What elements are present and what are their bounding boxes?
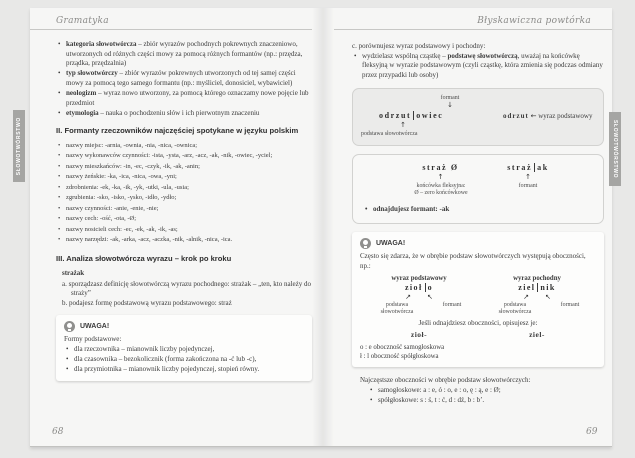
analysis-step-a: a. sporządzasz definicję słowotwórczą wyrazu pochodnego: strażak – „ten, kto należy do straży”: [62, 279, 311, 298]
flexion-ending-label: [381, 183, 501, 197]
base-label: podstawa słowotwórcza: [380, 301, 414, 315]
step-c-text-pre: wydzielasz wspólną cząstkę –: [362, 51, 448, 60]
base-word-column: [360, 274, 478, 316]
step-c-bullet: [352, 52, 604, 81]
list-item: • zgrubienia: -sko, -isko, -ysko, -idło, -ydło;: [56, 193, 312, 203]
right-page-content: [352, 42, 604, 406]
label-line: końcówka fleksyjna:: [416, 183, 466, 190]
word-base: ziel: [518, 283, 536, 293]
example-word: strażak: [62, 268, 85, 277]
formant-label: formant: [442, 301, 462, 308]
word-suffix: o: [425, 283, 433, 292]
column-header: wyraz podstawowy: [391, 274, 447, 282]
list-item: • nazwy czynności: -anie, -enie, -nie;: [56, 204, 312, 214]
formant-label: formant: [440, 95, 460, 102]
column-word: [360, 283, 478, 293]
diagram-box-word-parts: [352, 88, 604, 146]
page-number-left: 68: [52, 427, 64, 437]
list-item: • nazwy nosicieli cech: -ec, -ek, -ak, -ik, -as;: [56, 225, 312, 235]
arrow-up-icon: ↑: [525, 173, 531, 182]
word-suffix: nik: [537, 283, 555, 292]
list-item: • nazwy wykonawców czynności: -ista, -ysta, -arz, -acz, -ak, -nik, -owiec, -yciel;: [56, 151, 312, 161]
section-heading-3: III. Analiza słowotwórcza wyrazu – krok po kroku: [56, 254, 232, 264]
derived-word-column: [478, 274, 596, 316]
word-suffix: owiec: [413, 111, 443, 120]
list-item: • nazwy miejsc: -arnia, -ownia, -nia, -nica, -ownica;: [56, 141, 312, 151]
header-rule-right: [334, 29, 612, 30]
arrow-up-icon: ↑: [437, 173, 444, 182]
word-suffix: ak: [534, 163, 549, 172]
arrow-left-icon: ←: [530, 112, 537, 121]
list-item: • nazwy żeńskie: -ka, -ica, -nica, -owa, -yni;: [56, 172, 312, 182]
stems-row: [360, 330, 596, 340]
base-label: podstawa słowotwórcza: [498, 301, 532, 315]
arrow-up-left-icon: ↖: [545, 292, 551, 301]
page-gutter-shadow: [312, 8, 334, 446]
chapter-tab-right: [609, 112, 621, 186]
term-name: kategoria słowotwórcza: [66, 40, 137, 48]
term-item: [56, 89, 312, 108]
note-item: • dla przymiotnika – mianownik liczby pojedynczej, stopień równy.: [64, 365, 304, 375]
arrow-row: [478, 294, 596, 301]
common-alternations-section: [352, 376, 604, 405]
alternation-diagram: [360, 274, 596, 316]
chapter-tab-left: [13, 110, 25, 182]
formant-found-bullet: • odnajdujesz formant: -ak: [363, 205, 449, 215]
formant-label: formant: [560, 301, 580, 308]
arrow-row: [360, 294, 478, 301]
arrow-up-right-icon: ↗: [405, 292, 411, 301]
note-title: UWAGA!: [80, 323, 110, 331]
chapter-tab-right-label: SŁOWOTWÓRSTWO: [612, 119, 618, 179]
note-item: • dla czasownika – bezokolicznik (forma zakończona na -ć lub -c),: [64, 355, 304, 365]
analysis-step-b: b. podajesz formę podstawową wyrazu podstawowego: straż: [62, 298, 232, 307]
formant-label: formant: [518, 183, 538, 190]
step-c-text-bold: podstawę słowotwórczą: [447, 51, 518, 60]
term-item: [56, 109, 312, 119]
term-name: neologizm: [66, 88, 97, 97]
section-heading-2: II. Formanty rzeczowników najczęściej spotykane w języku polskim: [56, 126, 299, 136]
note-intro: Formy podstawowe:: [64, 335, 122, 344]
list-item: • spółgłoskowe: s : ś, t : ć, d : dź, b : b’.: [368, 396, 604, 406]
term-definition: – wyraz nowo utworzony, za pomocą którego oznaczamy nowe pojęcie lub przedmiot: [66, 88, 309, 107]
note-box-left: [56, 315, 312, 381]
stem-base: zioł-: [410, 330, 428, 340]
word-base: straż: [422, 163, 448, 173]
column-word: [478, 283, 596, 293]
term-item: [56, 40, 312, 69]
arrow-up-icon: ↑: [400, 121, 406, 130]
chapter-tab-left-label: SŁOWOTWÓRSTWO: [16, 116, 22, 176]
describe-alternations-line: Jeśli odnajdziesz oboczności, opisujesz je:: [418, 318, 538, 327]
column-header: wyraz pochodny: [513, 274, 561, 282]
term-definition: – zbiór wyrazów pochodnych pokrewnych znaczeniowo, utworzonych od różnych części mowy za pomocą różnych formantów (np.: przędza, prządka, przędzalnia): [66, 40, 303, 68]
base-word: odrzut: [503, 112, 529, 121]
alternation-vowel: o : e oboczność samogłoskowa: [360, 343, 445, 351]
term-name: typ słowotwórczy: [66, 69, 118, 78]
page-number-right: 69: [586, 427, 598, 437]
label-line: Ø – zero końcówkowe: [414, 190, 468, 197]
note-title: UWAGA!: [376, 240, 406, 248]
word-base: odrzut: [379, 111, 412, 121]
common-alternations-heading: Najczęstsze oboczności w obrębie podstaw słowotwórczych:: [360, 375, 531, 384]
list-item: • zdrobnienia: -ek, -ka, -ik, -yk, -utki, -ula, -usia;: [56, 183, 312, 193]
derived-word: [379, 111, 443, 121]
term-definition: – zbiór wyrazów pokrewnych utworzonych od tej samej części mowy za pomocą tego samego formantu (np.: myśliciel, donosiciel, wybawiciel): [66, 69, 296, 87]
word-straz-ak: [488, 163, 568, 174]
list-item: • nazwy cech: -ość, -ota, -Ø;: [56, 214, 312, 224]
arrow-down-icon: ↓: [447, 101, 453, 110]
alternation-consonant: ł : l oboczność spółgłoskowa: [360, 352, 439, 360]
base-word-note: [503, 112, 592, 122]
list-item: • nazwy mieszkańców: -in, -ec, -czyk, -ik, -ak, -anin;: [56, 162, 312, 172]
note-intro: Często się zdarza, że w obrębie podstaw słowotwórczych występują oboczności, np.:: [360, 252, 586, 270]
word-base: straż: [507, 163, 533, 173]
zero-ending: Ø: [450, 163, 459, 173]
running-header-left: Gramatyka: [56, 16, 109, 26]
note-box-header: [64, 321, 304, 332]
left-page-content: [56, 40, 312, 381]
arrow-up-left-icon: ↖: [427, 292, 433, 301]
term-definition: – nauka o pochodzeniu słów i ich pierwotnym znaczeniu: [98, 108, 260, 117]
base-label: podstawa słowotwórcza: [361, 131, 418, 138]
word-base: zioł: [404, 283, 423, 293]
running-header-right: Błyskawiczna powtórka: [477, 16, 591, 26]
term-item: [56, 69, 312, 88]
label-row: [478, 302, 596, 316]
list-item: • samogłoskowe: a : e, ó : o, e : o, ę : ą, e : Ø;: [368, 386, 604, 396]
header-rule-left: [30, 29, 312, 30]
lightbulb-icon: [64, 321, 75, 332]
lightbulb-icon: [360, 238, 371, 249]
formanty-list: [56, 141, 312, 246]
note-item: • dla rzeczownika – mianownik liczby pojedynczej,: [64, 345, 304, 355]
word-straz-zero: [393, 163, 488, 174]
label-row: [360, 302, 478, 316]
base-word-label: wyraz podstawowy: [538, 112, 593, 121]
note-box-right: [352, 232, 604, 367]
diagram-box-formant: [352, 154, 604, 224]
arrow-up-right-icon: ↗: [523, 292, 529, 301]
term-name: etymologia: [66, 108, 99, 117]
note-box-header: [360, 238, 596, 249]
stem-derived: ziel-: [529, 330, 545, 340]
analysis-step-c: c. porównujesz wyraz podstawowy i pochodny:: [352, 42, 486, 50]
list-item: • nazwy narzędzi: -ak, -arka, -acz, -aczka, -nik, -alnik, -nica, -ica.: [56, 235, 312, 245]
step-c-text-post: , uważaj na końcówkę fleksyjną w wyrazie podstawowym (czyli cząstkę, która zmienia się podczas odmiany przez przypadki lub osoby): [362, 51, 603, 79]
